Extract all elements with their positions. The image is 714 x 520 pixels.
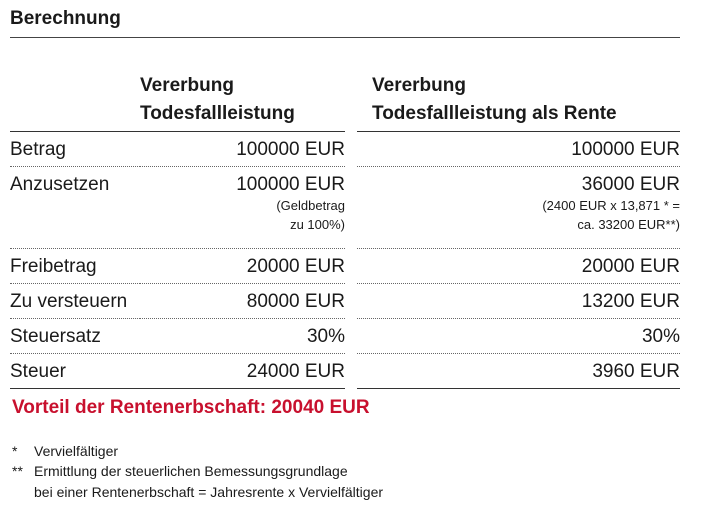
- value-note: (2400 EUR x 13,871 * =: [542, 198, 680, 213]
- value-annuity: 100000 EUR: [357, 131, 680, 167]
- row-label: Steuersatz: [10, 319, 140, 354]
- value-annuity: 13200 EUR: [357, 284, 680, 319]
- row-label: Anzusetzen: [10, 167, 140, 249]
- value-note: (Geldbetrag: [276, 198, 345, 213]
- table-row: [10, 249, 680, 284]
- value-death-benefit: 20000 EUR: [140, 249, 345, 284]
- column-header-death-benefit: [140, 72, 295, 128]
- footnote: [12, 441, 118, 461]
- footnote-text: Vervielfältiger: [34, 443, 119, 459]
- advantage-summary: Vorteil der Rentenerbschaft: 20040 EUR: [12, 397, 370, 418]
- table-row: [10, 167, 680, 249]
- title-divider: [10, 37, 680, 38]
- footnote-text: bei einer Rentenerbschaft = Jahresrente x Vervielfältiger: [34, 484, 384, 500]
- value-annuity: 3960 EUR: [357, 354, 680, 389]
- row-label: Betrag: [10, 131, 140, 167]
- footnote: [12, 482, 383, 502]
- value-annuity: 20000 EUR: [357, 249, 680, 284]
- row-label: Freibetrag: [10, 249, 140, 284]
- value-death-benefit: 30%: [140, 319, 345, 354]
- calculation-table: [10, 131, 680, 389]
- column-header-line: Vererbung: [140, 75, 234, 96]
- value-annuity: [357, 167, 680, 249]
- row-label: Zu versteuern: [10, 284, 140, 319]
- footnote: [12, 461, 348, 481]
- value-main: 36000 EUR: [581, 174, 680, 195]
- footnote-text: Ermittlung der steuerlichen Bemessungsgrundlage: [34, 463, 348, 479]
- value-death-benefit: [140, 167, 345, 249]
- column-header-line: Todesfallleistung: [140, 103, 295, 124]
- value-death-benefit: 24000 EUR: [140, 354, 345, 389]
- value-note: ca. 33200 EUR**): [577, 217, 680, 232]
- column-header-line: Vererbung: [372, 75, 466, 96]
- value-death-benefit: 100000 EUR: [140, 131, 345, 167]
- table-row: [10, 284, 680, 319]
- column-header-annuity: [372, 72, 617, 128]
- table-row: [10, 319, 680, 354]
- footnote-mark: **: [12, 463, 23, 479]
- value-main: 100000 EUR: [236, 174, 345, 195]
- row-label: Steuer: [10, 354, 140, 389]
- value-annuity: 30%: [357, 319, 680, 354]
- table-row: [10, 354, 680, 389]
- value-death-benefit: 80000 EUR: [140, 284, 345, 319]
- table-row: [10, 131, 680, 167]
- value-note: zu 100%): [290, 217, 345, 232]
- footnote-mark: *: [12, 443, 18, 459]
- section-title: Berechnung: [10, 8, 121, 29]
- column-header-line: Todesfallleistung als Rente: [372, 103, 617, 124]
